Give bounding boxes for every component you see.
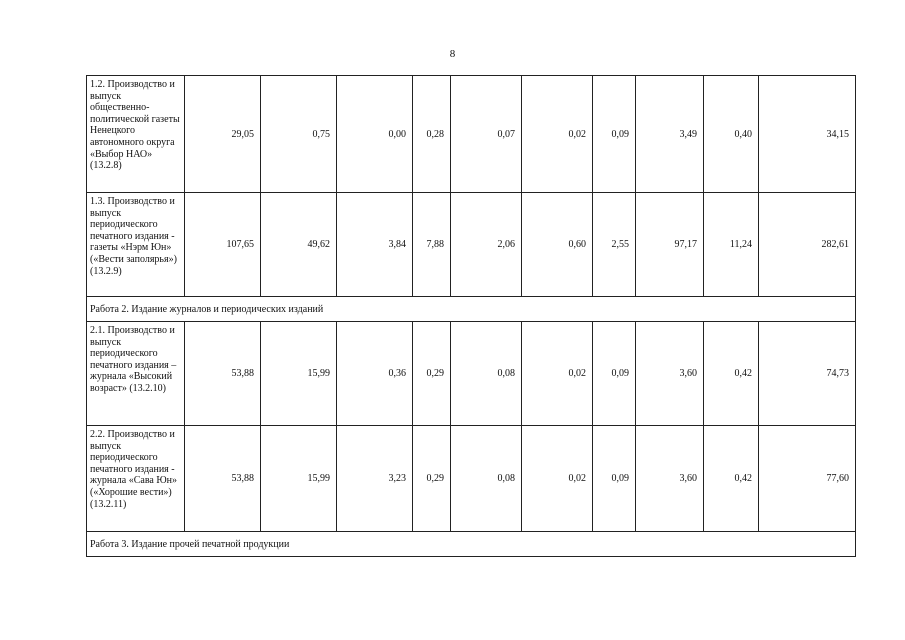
table-row	[87, 76, 856, 193]
total-cell: 77,60	[759, 426, 856, 532]
value-cell: 0,36	[337, 322, 413, 426]
value-cell: 97,17	[636, 193, 704, 297]
value-cell: 0,02	[522, 322, 593, 426]
row-name-cell: 2.2. Производство и выпуск периодического печатного издания - журнала «Сава Юн» («Хорошие вести») (13.2.11)	[87, 426, 185, 532]
value-cell: 0,08	[451, 322, 522, 426]
total-cell: 34,15	[759, 76, 856, 193]
value-cell: 7,88	[413, 193, 451, 297]
value-cell: 3,84	[337, 193, 413, 297]
value-cell: 0,42	[704, 426, 759, 532]
row-name-cell: 1.2. Производство и выпуск общественно-политической газеты Ненецкого автономного округа «Выбор НАО» (13.2.8)	[87, 76, 185, 193]
section-title: Работа 3. Издание прочей печатной продукции	[87, 532, 856, 557]
value-cell: 0,00	[337, 76, 413, 193]
value-cell: 3,60	[636, 322, 704, 426]
page-number: 8	[449, 48, 456, 60]
total-cell: 282,61	[759, 193, 856, 297]
section-title: Работа 2. Издание журналов и периодических изданий	[87, 297, 856, 322]
value-cell: 2,06	[451, 193, 522, 297]
value-cell: 15,99	[261, 322, 337, 426]
value-cell: 0,07	[451, 76, 522, 193]
value-cell: 0,02	[522, 76, 593, 193]
cost-table	[86, 75, 856, 557]
value-cell: 0,09	[593, 322, 636, 426]
value-cell: 0,08	[451, 426, 522, 532]
value-cell: 0,29	[413, 426, 451, 532]
value-cell: 29,05	[185, 76, 261, 193]
value-cell: 15,99	[261, 426, 337, 532]
value-cell: 3,49	[636, 76, 704, 193]
table-row	[87, 322, 856, 426]
value-cell: 0,02	[522, 426, 593, 532]
row-name-cell: 1.3. Производство и выпуск периодического печатного издания - газеты «Нэрм Юн» («Вести заполярья») (13.2.9)	[87, 193, 185, 297]
value-cell: 53,88	[185, 426, 261, 532]
value-cell: 0,42	[704, 322, 759, 426]
value-cell: 0,29	[413, 322, 451, 426]
value-cell: 49,62	[261, 193, 337, 297]
table-row	[87, 426, 856, 532]
table-row	[87, 193, 856, 297]
section-row	[87, 297, 856, 322]
section-row	[87, 532, 856, 557]
value-cell: 0,60	[522, 193, 593, 297]
value-cell: 0,09	[593, 426, 636, 532]
value-cell: 0,09	[593, 76, 636, 193]
value-cell: 0,28	[413, 76, 451, 193]
value-cell: 11,24	[704, 193, 759, 297]
value-cell: 3,23	[337, 426, 413, 532]
value-cell: 2,55	[593, 193, 636, 297]
value-cell: 53,88	[185, 322, 261, 426]
row-name-cell: 2.1. Производство и выпуск периодического печатного издания – журнала «Высокий возраст» (13.2.10)	[87, 322, 185, 426]
value-cell: 0,75	[261, 76, 337, 193]
value-cell: 3,60	[636, 426, 704, 532]
value-cell: 0,40	[704, 76, 759, 193]
total-cell: 74,73	[759, 322, 856, 426]
value-cell: 107,65	[185, 193, 261, 297]
